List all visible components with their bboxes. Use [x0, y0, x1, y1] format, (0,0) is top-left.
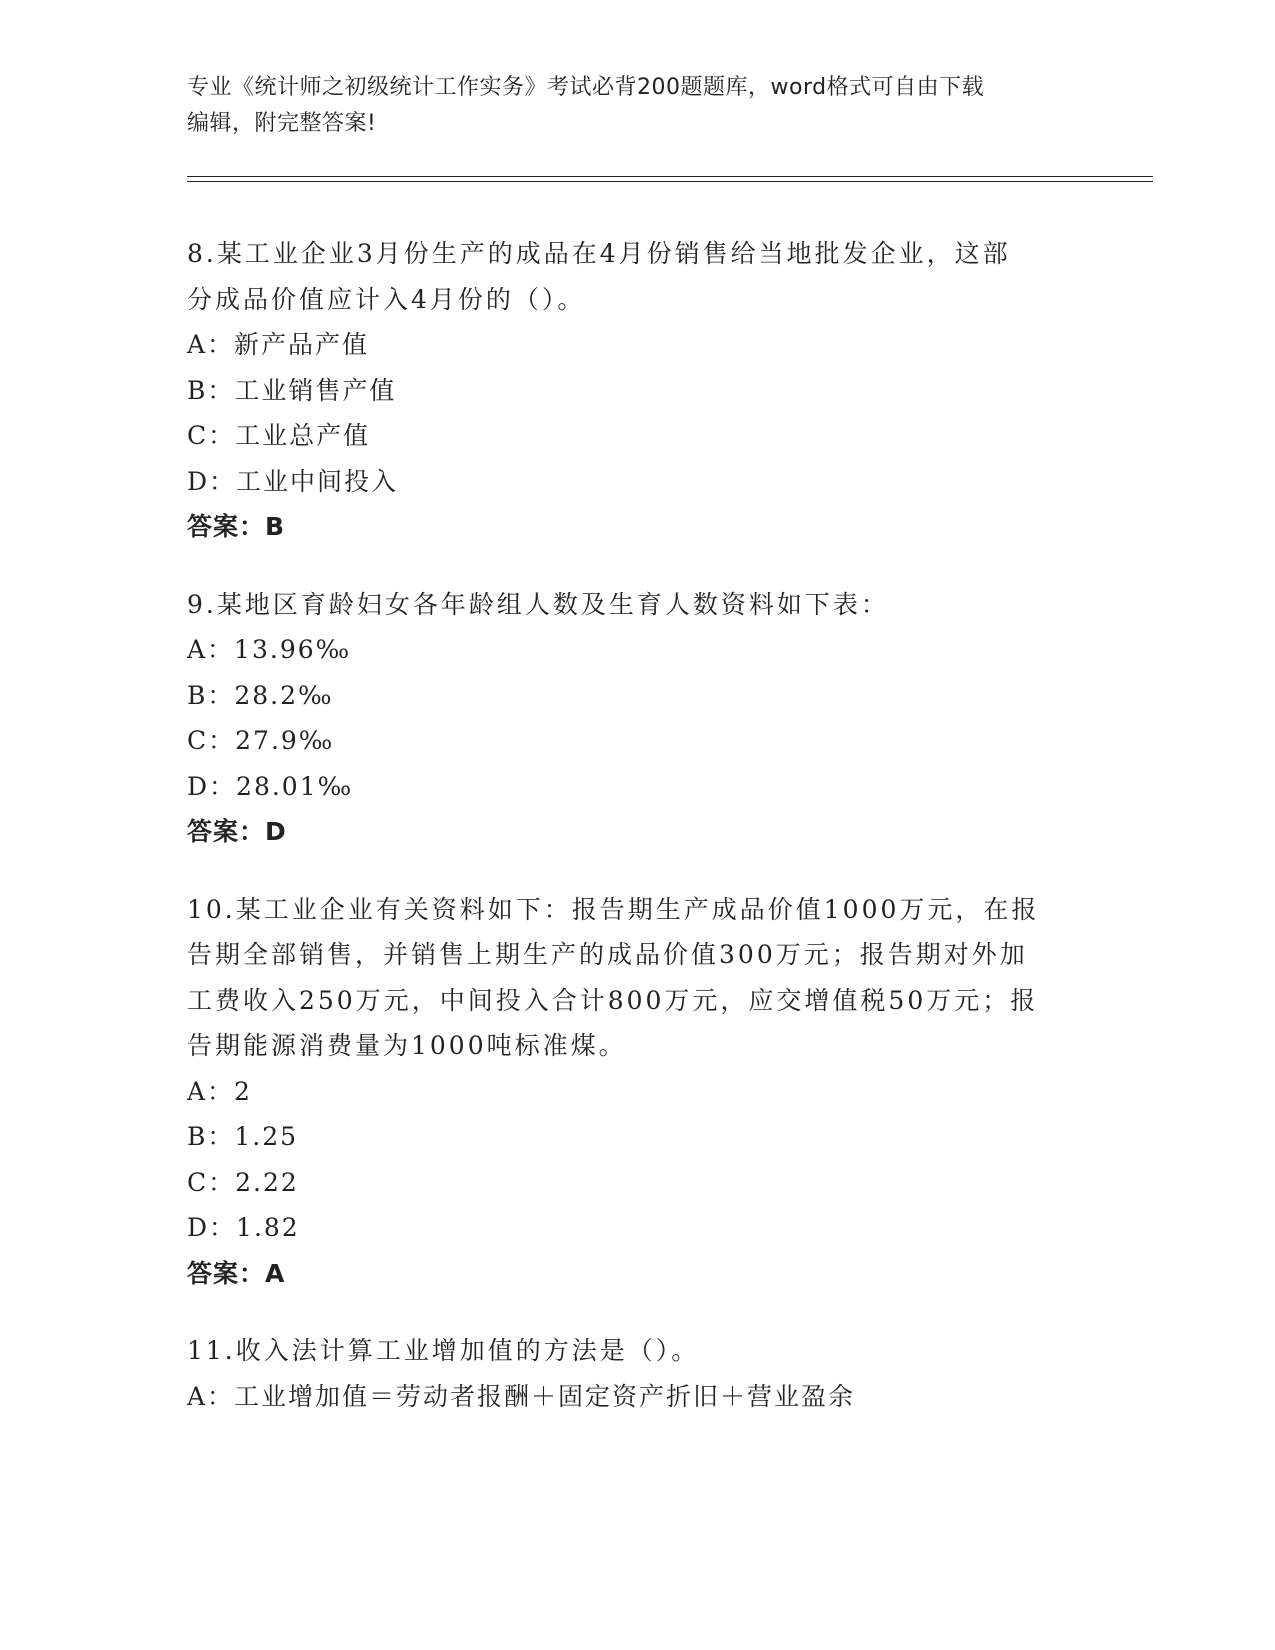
- option-c: C：27.9‰: [187, 726, 335, 755]
- option-b: B：工业销售产值: [187, 375, 397, 405]
- question-text-line: 告期能源消费量为1000吨标准煤。: [187, 1031, 627, 1060]
- question-text-line: 分成品价值应计入4月份的（）。: [187, 284, 586, 314]
- question-text-line: 11.收入法计算工业增加值的方法是（）。: [187, 1336, 700, 1365]
- header-divider-top: [187, 176, 1153, 177]
- option-c: C：工业总产值: [187, 421, 371, 450]
- answer: 答案：A: [187, 1258, 286, 1288]
- question-10: [187, 887, 1087, 1297]
- question-11: [187, 1328, 1087, 1419]
- option-a: A：新产品产值: [187, 330, 370, 359]
- option-d: D：28.01‰: [187, 771, 354, 801]
- header-line-2: 编辑，附完整答案!: [187, 111, 377, 136]
- option-d: D：工业中间投入: [187, 466, 399, 496]
- document-header: [187, 70, 1087, 142]
- answer: 答案：D: [187, 817, 287, 846]
- option-b: B：28.2‰: [187, 680, 334, 710]
- question-text-line: 告期全部销售，并销售上期生产的成品价值300万元；报告期对外加: [187, 940, 1028, 969]
- option-a: A：2: [187, 1076, 252, 1106]
- question-text-line: 工费收入250万元，中间投入合计800万元，应交增值税50万元；报: [187, 985, 1039, 1015]
- question-text-line: 9.某地区育龄妇女各年龄组人数及生育人数资料如下表：: [187, 589, 889, 619]
- option-c: C：2.22: [187, 1167, 299, 1197]
- answer: 答案：B: [187, 512, 286, 541]
- question-9: [187, 582, 1087, 855]
- header-divider-bottom: [187, 181, 1153, 182]
- question-8: [187, 231, 1087, 550]
- option-d: D：1.82: [187, 1213, 300, 1242]
- header-line-1: 专业《统计师之初级统计工作实务》考试必背200题题库，word格式可自由下载: [187, 75, 985, 100]
- question-list: [187, 231, 1087, 1451]
- option-a: A：工业增加值＝劳动者报酬＋固定资产折旧＋营业盈余: [187, 1381, 856, 1411]
- question-text-line: 8.某工业企业3月份生产的成品在4月份销售给当地批发企业，这部: [187, 239, 1011, 268]
- option-a: A：13.96‰: [187, 635, 352, 664]
- question-text-line: 10.某工业企业有关资料如下：报告期生产成品价值1000万元，在报: [187, 894, 1040, 924]
- option-b: B：1.25: [187, 1122, 299, 1151]
